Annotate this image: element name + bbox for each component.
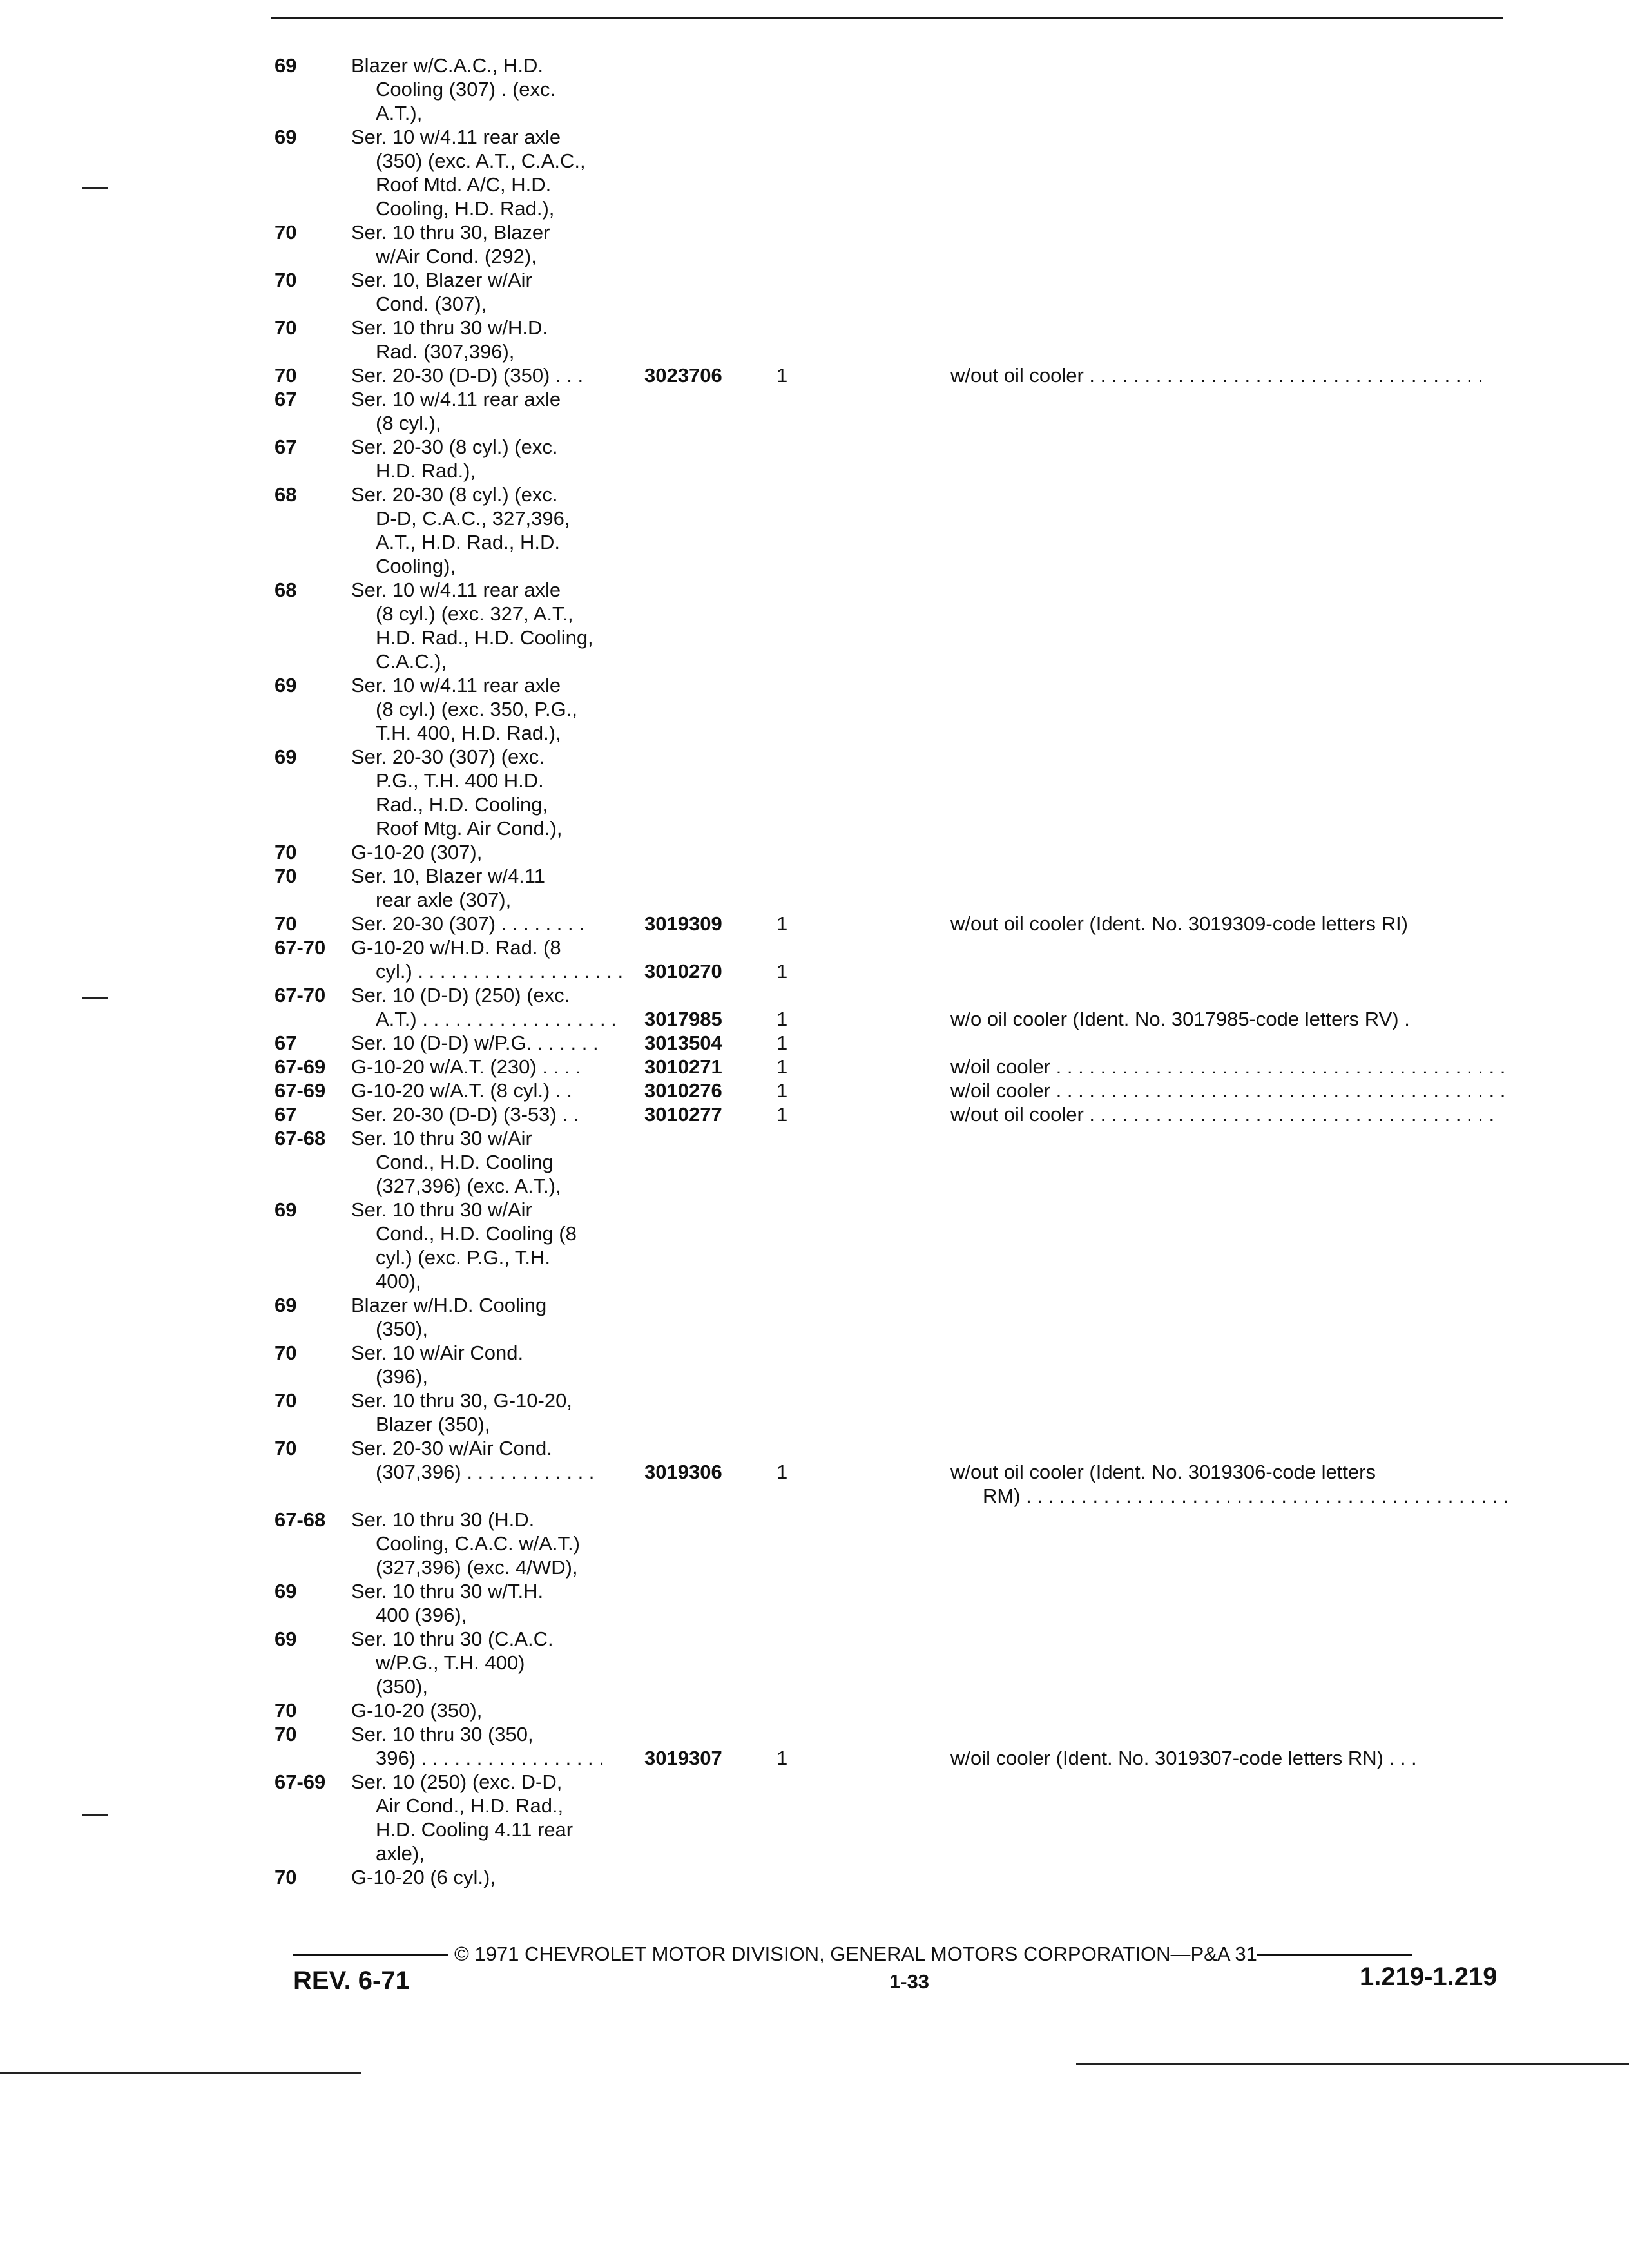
remarks: w/oil cooler . . . . . . . . . . . . . . . . . . . . . . . . . . . . . . . . . . . . . . . . .	[950, 1079, 1506, 1102]
model-year: 70	[275, 1866, 297, 1888]
margin-tick	[82, 1814, 108, 1816]
application-description: G-10-20 w/A.T. (230) . . . .	[351, 1055, 581, 1078]
model-year: 70	[275, 316, 297, 339]
revision-label: REV. 6-71	[293, 1966, 410, 1995]
application-description: Ser. 10 thru 30 (350,	[351, 1723, 534, 1745]
remarks: w/out oil cooler . . . . . . . . . . . . . . . . . . . . . . . . . . . . . . . . . . . .	[950, 364, 1483, 387]
application-description: Cond., H.D. Cooling	[376, 1151, 554, 1173]
model-year: 68	[275, 483, 297, 506]
quantity: 1	[776, 960, 788, 983]
application-description: (307,396) . . . . . . . . . . . .	[376, 1461, 595, 1483]
application-description: T.H. 400, H.D. Rad.),	[376, 722, 561, 744]
application-description: H.D. Cooling 4.11 rear	[376, 1818, 574, 1841]
remarks: w/out oil cooler (Ident. No. 3019306-code letters	[950, 1461, 1376, 1483]
section-reference: 1.219-1.219	[1360, 1963, 1498, 1991]
model-year: 70	[275, 912, 297, 935]
application-description: Ser. 10 thru 30 w/T.H.	[351, 1580, 544, 1602]
application-description: G-10-20 (6 cyl.),	[351, 1866, 496, 1888]
quantity: 1	[776, 364, 788, 387]
application-description: Ser. 10 thru 30 (H.D.	[351, 1508, 535, 1531]
footer-rule-right	[1257, 1954, 1412, 1956]
application-description: H.D. Rad.),	[376, 459, 476, 482]
model-year: 69	[275, 1294, 297, 1316]
model-year: 67-68	[275, 1508, 326, 1531]
application-description: G-10-20 (307),	[351, 841, 483, 863]
model-year: 70	[275, 841, 297, 863]
application-description: Ser. 20-30 (8 cyl.) (exc.	[351, 483, 558, 506]
model-year: 69	[275, 1198, 297, 1221]
quantity: 1	[776, 1055, 788, 1078]
application-description: Ser. 10 thru 30, Blazer	[351, 221, 550, 244]
application-description: Ser. 10 w/Air Cond.	[351, 1341, 524, 1364]
model-year: 69	[275, 1628, 297, 1650]
application-description: Blazer w/C.A.C., H.D.	[351, 54, 543, 77]
application-description: Ser. 10 thru 30 w/H.D.	[351, 316, 548, 339]
application-description: Ser. 20-30 (D-D) (350) . . .	[351, 364, 584, 387]
margin-tick	[82, 997, 108, 999]
application-description: cyl.) . . . . . . . . . . . . . . . . . . .	[376, 960, 624, 983]
application-description: Ser. 20-30 w/Air Cond.	[351, 1437, 552, 1459]
model-year: 67-69	[275, 1771, 326, 1793]
top-rule	[271, 17, 1503, 19]
footer-rule-left	[293, 1954, 448, 1956]
application-description: G-10-20 (350),	[351, 1699, 483, 1722]
bottom-rule-left	[0, 2072, 361, 2074]
application-description: Ser. 20-30 (307) . . . . . . . .	[351, 912, 584, 935]
part-number: 3010277	[644, 1103, 722, 1126]
part-number: 3019306	[644, 1461, 722, 1483]
application-description: (327,396) (exc. A.T.),	[376, 1175, 561, 1197]
application-description: Ser. 10, Blazer w/4.11	[351, 865, 545, 887]
quantity: 1	[776, 1008, 788, 1030]
application-description: w/Air Cond. (292),	[376, 245, 537, 267]
application-description: Ser. 10 w/4.11 rear axle	[351, 674, 561, 697]
application-description: (350) (exc. A.T., C.A.C.,	[376, 149, 586, 172]
application-description: Ser. 10 (D-D) w/P.G. . . . . . .	[351, 1032, 599, 1054]
application-description: w/P.G., T.H. 400)	[376, 1651, 525, 1674]
model-year: 67	[275, 1103, 297, 1126]
application-description: cyl.) (exc. P.G., T.H.	[376, 1246, 551, 1269]
application-description: Blazer (350),	[376, 1413, 490, 1436]
model-year: 67-70	[275, 984, 326, 1006]
quantity: 1	[776, 1747, 788, 1769]
application-description: (8 cyl.) (exc. 327, A.T.,	[376, 602, 574, 625]
application-description: Ser. 10 w/4.11 rear axle	[351, 579, 561, 601]
application-description: Ser. 20-30 (307) (exc.	[351, 745, 545, 768]
model-year: 70	[275, 1437, 297, 1459]
application-description: Roof Mtd. A/C, H.D.	[376, 173, 552, 196]
application-description: C.A.C.),	[376, 650, 447, 673]
model-year: 67	[275, 388, 297, 410]
model-year: 67	[275, 1032, 297, 1054]
part-number: 3019309	[644, 912, 722, 935]
application-description: Roof Mtg. Air Cond.),	[376, 817, 563, 840]
model-year: 69	[275, 126, 297, 148]
remarks: w/out oil cooler . . . . . . . . . . . . . . . . . . . . . . . . . . . . . . . . . . . . .	[950, 1103, 1495, 1126]
application-description: Ser. 10 thru 30, G-10-20,	[351, 1389, 572, 1412]
application-description: D-D, C.A.C., 327,396,	[376, 507, 570, 530]
model-year: 69	[275, 674, 297, 697]
model-year: 67-69	[275, 1055, 326, 1078]
application-description: Cooling),	[376, 555, 456, 577]
application-description: Ser. 10 (250) (exc. D-D,	[351, 1771, 563, 1793]
application-description: (350),	[376, 1675, 428, 1698]
part-number: 3010276	[644, 1079, 722, 1102]
model-year: 70	[275, 1341, 297, 1364]
model-year: 69	[275, 54, 297, 77]
model-year: 70	[275, 269, 297, 291]
remarks: w/oil cooler (Ident. No. 3019307-code letters RN) . . .	[950, 1747, 1417, 1769]
application-description: Cooling, H.D. Rad.),	[376, 197, 555, 220]
application-description: (8 cyl.),	[376, 412, 441, 434]
application-description: Ser. 10, Blazer w/Air	[351, 269, 532, 291]
remarks: w/out oil cooler (Ident. No. 3019309-code letters RI)	[950, 912, 1408, 935]
part-number: 3019307	[644, 1747, 722, 1769]
application-description: Ser. 10 thru 30 w/Air	[351, 1198, 532, 1221]
application-description: P.G., T.H. 400 H.D.	[376, 769, 544, 792]
model-year: 70	[275, 221, 297, 244]
application-description: Rad., H.D. Cooling,	[376, 793, 548, 816]
model-year: 68	[275, 579, 297, 601]
part-number: 3017985	[644, 1008, 722, 1030]
application-description: (350),	[376, 1318, 428, 1340]
application-description: Ser. 20-30 (8 cyl.) (exc.	[351, 436, 558, 458]
margin-tick	[82, 187, 108, 189]
footer-copyright-line	[293, 1943, 1524, 1966]
application-description: Ser. 10 thru 30 w/Air	[351, 1127, 532, 1149]
application-description: (396),	[376, 1365, 428, 1388]
application-description: axle),	[376, 1842, 425, 1865]
application-description: rear axle (307),	[376, 889, 512, 911]
quantity: 1	[776, 912, 788, 935]
application-description: Blazer w/H.D. Cooling	[351, 1294, 547, 1316]
quantity: 1	[776, 1079, 788, 1102]
model-year: 70	[275, 865, 297, 887]
remarks: w/o oil cooler (Ident. No. 3017985-code letters RV) .	[950, 1008, 1410, 1030]
bottom-rule-right	[1076, 2063, 1629, 2065]
quantity: 1	[776, 1103, 788, 1126]
part-number: 3010271	[644, 1055, 722, 1078]
application-description: 400 (396),	[376, 1604, 467, 1626]
quantity: 1	[776, 1461, 788, 1483]
model-year: 67-69	[275, 1079, 326, 1102]
application-description: (327,396) (exc. 4/WD),	[376, 1556, 578, 1579]
remarks: RM) . . . . . . . . . . . . . . . . . . . . . . . . . . . . . . . . . . . . . . . . . . . .	[983, 1485, 1509, 1507]
model-year: 70	[275, 1699, 297, 1722]
application-description: G-10-20 w/A.T. (8 cyl.) . .	[351, 1079, 572, 1102]
model-year: 69	[275, 1580, 297, 1602]
model-year: 70	[275, 1389, 297, 1412]
application-description: Air Cond., H.D. Rad.,	[376, 1794, 564, 1817]
part-number: 3013504	[644, 1032, 722, 1054]
application-description: A.T.),	[376, 102, 423, 124]
part-number: 3023706	[644, 364, 722, 387]
application-description: H.D. Rad., H.D. Cooling,	[376, 626, 593, 649]
model-year: 69	[275, 745, 297, 768]
application-description: Ser. 10 w/4.11 rear axle	[351, 388, 561, 410]
application-description: Ser. 10 w/4.11 rear axle	[351, 126, 561, 148]
model-year: 67	[275, 436, 297, 458]
application-description: Cooling, C.A.C. w/A.T.)	[376, 1532, 580, 1555]
application-description: (8 cyl.) (exc. 350, P.G.,	[376, 698, 577, 720]
application-description: Cond., H.D. Cooling (8	[376, 1222, 577, 1245]
quantity: 1	[776, 1032, 788, 1054]
application-description: Ser. 20-30 (D-D) (3-53) . .	[351, 1103, 579, 1126]
application-description: G-10-20 w/H.D. Rad. (8	[351, 936, 561, 959]
application-description: 396) . . . . . . . . . . . . . . . . .	[376, 1747, 604, 1769]
application-description: Ser. 10 thru 30 (C.A.C.	[351, 1628, 554, 1650]
model-year: 70	[275, 1723, 297, 1745]
model-year: 67-68	[275, 1127, 326, 1149]
model-year: 67-70	[275, 936, 326, 959]
part-number: 3010270	[644, 960, 722, 983]
application-description: Cooling (307) . (exc.	[376, 78, 556, 101]
application-description: A.T., H.D. Rad., H.D.	[376, 531, 560, 553]
model-year: 70	[275, 364, 297, 387]
application-description: 400),	[376, 1270, 421, 1293]
application-description: Cond. (307),	[376, 293, 487, 315]
application-description: A.T.) . . . . . . . . . . . . . . . . . .	[376, 1008, 617, 1030]
remarks: w/oil cooler . . . . . . . . . . . . . . . . . . . . . . . . . . . . . . . . . . . . . . . . .	[950, 1055, 1506, 1078]
application-description: Rad. (307,396),	[376, 340, 515, 363]
application-description: Ser. 10 (D-D) (250) (exc.	[351, 984, 570, 1006]
page-number: 1-33	[889, 1970, 930, 1993]
footer-copyright: © 1971 CHEVROLET MOTOR DIVISION, GENERAL MOTORS CORPORATION—P&A 31	[454, 1943, 1257, 1965]
